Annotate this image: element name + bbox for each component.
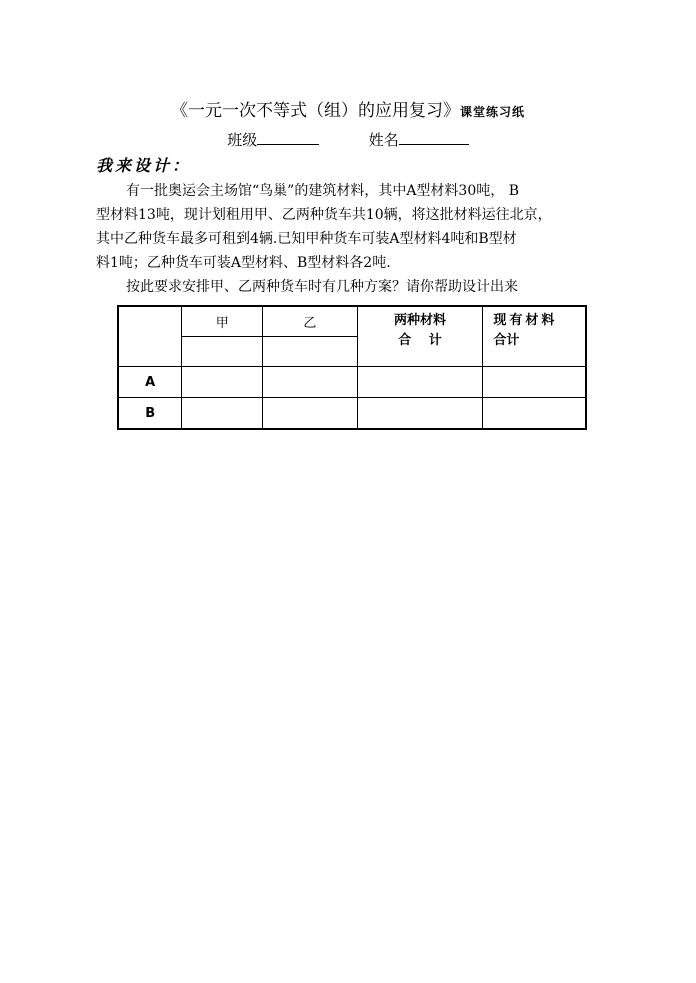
page-title [0, 100, 696, 123]
header-total-line1: 两种材料 [393, 313, 446, 328]
cell-a-jia[interactable] [182, 367, 263, 398]
table-header-row [118, 306, 586, 337]
title-sub: 课堂练习纸 [459, 105, 525, 119]
cell-b-total[interactable] [357, 398, 483, 430]
name-label: 姓名 [368, 131, 399, 149]
cell-b-jia[interactable] [182, 398, 263, 430]
header-existing [483, 306, 586, 367]
problem-line-3: 其中乙种货车最多可租到4辆.已知甲种货车可装A型材料4吨和B型材 [96, 231, 517, 247]
cell-a-yi[interactable] [263, 367, 357, 398]
row-label-b: B [118, 398, 182, 430]
row-label-a: A [118, 367, 182, 398]
header-total-line2: 合 计 [398, 333, 442, 348]
header-yi: 乙 [263, 306, 357, 337]
cell-a-total[interactable] [357, 367, 483, 398]
corner-cell [118, 306, 182, 367]
title-main: 《一元一次不等式（组）的应用复习》 [170, 101, 460, 121]
header-existing-line2: 合计 [493, 333, 520, 348]
name-blank[interactable] [399, 130, 469, 145]
student-info-line [0, 130, 696, 150]
header-total [357, 306, 483, 367]
table-row [118, 398, 586, 430]
problem-question: 按此要求安排甲、乙两种货车时有几种方案？请你帮助设计出来 [126, 279, 518, 295]
problem-line-4: 料1吨；乙种货车可装A型材料、B型材料各2吨. [96, 255, 391, 271]
cell-a-existing[interactable] [483, 367, 586, 398]
problem-line-1: 有一批奥运会主场馆“鸟巢”的建筑材料，其中A型材料30吨， B [126, 183, 519, 199]
class-label: 班级 [227, 131, 258, 149]
problem-line-2: 型材料13吨，现计划租用甲、乙两种货车共10辆，将这批材料运往北京， [96, 207, 552, 223]
class-blank[interactable] [257, 130, 319, 145]
header-existing-line1: 现有材料 [493, 313, 558, 328]
answer-table [117, 305, 587, 430]
table-row [118, 367, 586, 398]
cell-b-yi[interactable] [263, 398, 357, 430]
section-heading: 我来设计： [96, 156, 192, 175]
cell-yi-count[interactable] [263, 337, 357, 367]
cell-b-existing[interactable] [483, 398, 586, 430]
cell-jia-count[interactable] [182, 337, 263, 367]
header-jia: 甲 [182, 306, 263, 337]
